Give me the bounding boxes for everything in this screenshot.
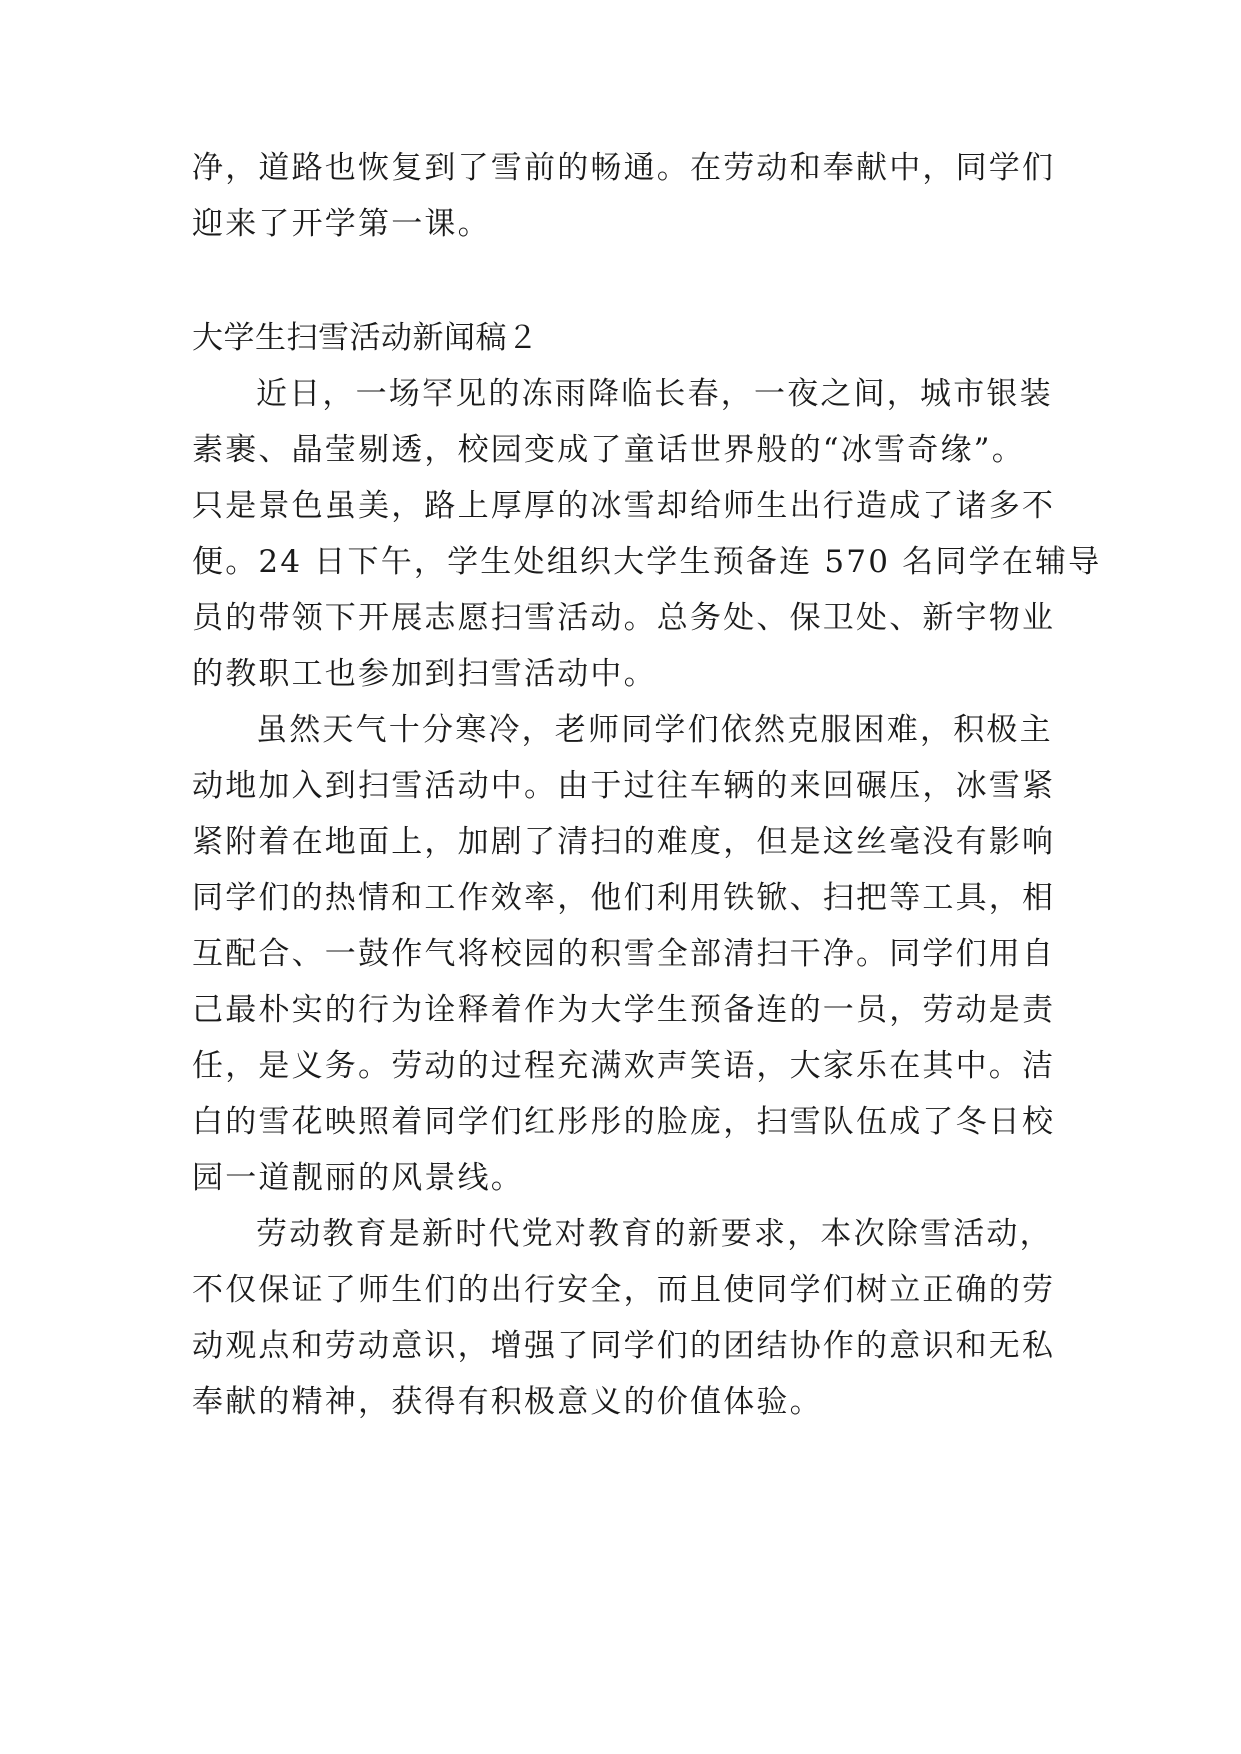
text-line: 迎来了开学第一课。 xyxy=(192,206,491,242)
article-title: 大学生扫雪活动新闻稿２ xyxy=(192,320,539,356)
text-line: 同学们的热情和工作效率，他们利用铁锨、扫把等工具，相 xyxy=(192,880,1056,916)
intro-paragraph xyxy=(192,140,1056,252)
text-line: 素裹、晶莹剔透，校园变成了童话世界般的“冰雪奇缘”。 xyxy=(192,432,1025,468)
text-line: 便。24 日下午，学生处组织大学生预备连 570 名同学在辅导 xyxy=(192,544,1102,580)
text-line: 近日，一场罕见的冻雨降临长春，一夜之间，城市银装 xyxy=(256,376,1053,412)
text-line: 净，道路也恢复到了雪前的畅通。在劳动和奉献中，同学们 xyxy=(192,150,1056,186)
text-line: 虽然天气十分寒冷，老师同学们依然克服困难，积极主 xyxy=(256,712,1053,748)
text-line: 奉献的精神，获得有积极意义的价值体验。 xyxy=(192,1384,823,1420)
text-line: 只是景色虽美，路上厚厚的冰雪却给师生出行造成了诸多不 xyxy=(192,488,1056,524)
document-page xyxy=(192,140,1102,1430)
text-line: 员的带领下开展志愿扫雪活动。总务处、保卫处、新宇物业 xyxy=(192,600,1056,636)
paragraph-1 xyxy=(192,366,1102,702)
text-line: 任，是义务。劳动的过程充满欢声笑语，大家乐在其中。洁 xyxy=(192,1048,1056,1084)
paragraph-2 xyxy=(192,702,1056,1206)
paragraph-3 xyxy=(192,1206,1056,1430)
text-line: 己最朴实的行为诠释着作为大学生预备连的一员，劳动是责 xyxy=(192,992,1056,1028)
text-line: 互配合、一鼓作气将校园的积雪全部清扫干净。同学们用自 xyxy=(192,936,1056,972)
text-line: 劳动教育是新时代党对教育的新要求，本次除雪活动， xyxy=(256,1216,1053,1252)
text-line: 不仅保证了师生们的出行安全，而且使同学们树立正确的劳 xyxy=(192,1272,1056,1308)
text-line: 动观点和劳动意识，增强了同学们的团结协作的意识和无私 xyxy=(192,1328,1056,1364)
text-line: 紧附着在地面上，加剧了清扫的难度，但是这丝毫没有影响 xyxy=(192,824,1056,860)
text-line: 园一道靓丽的风景线。 xyxy=(192,1160,524,1196)
text-line: 的教职工也参加到扫雪活动中。 xyxy=(192,656,657,692)
paragraph-gap xyxy=(192,252,1052,310)
text-line: 白的雪花映照着同学们红彤彤的脸庞，扫雪队伍成了冬日校 xyxy=(192,1104,1056,1140)
text-line: 动地加入到扫雪活动中。由于过往车辆的来回碾压，冰雪紧 xyxy=(192,768,1056,804)
